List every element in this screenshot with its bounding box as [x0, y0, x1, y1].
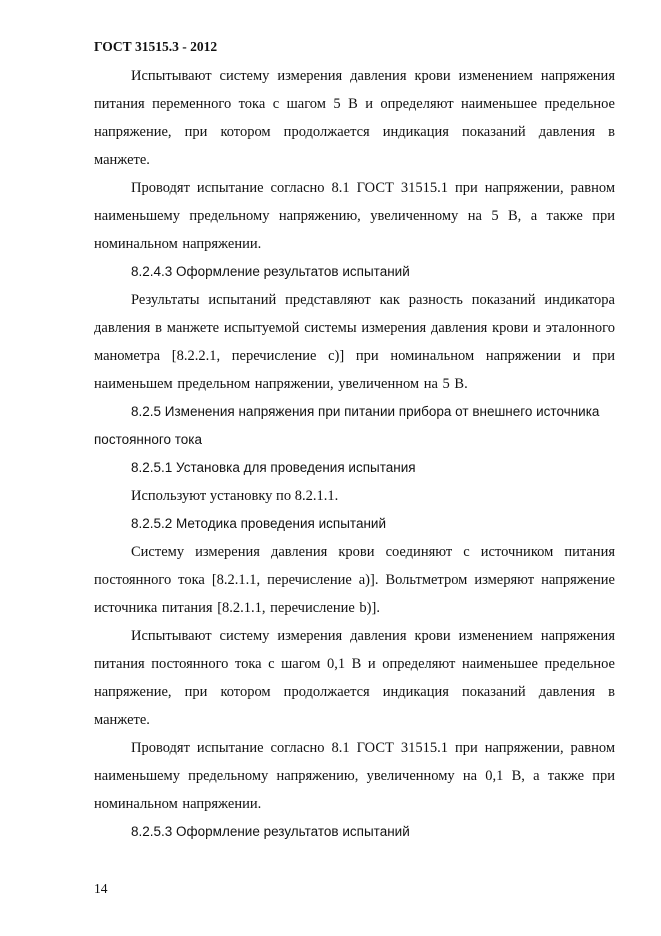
paragraph-ac-voltage-test: Испытывают систему измерения давления крови изменением напряжения питания переменного тока с шагом 5 В и определяют наименьшее предельное напряжение, при котором продолжается индикация показаний давления в манжете. — [94, 68, 615, 168]
section-heading-8-2-5-2: 8.2.5.2 Методика проведения испытаний — [131, 516, 386, 531]
section-heading-8-2-4-3: 8.2.4.3 Оформление результатов испытаний — [131, 264, 410, 279]
paragraph-test-procedure-ac: Проводят испытание согласно 8.1 ГОСТ 31515.1 при напряжении, равном наименьшему предельному напряжению, увеличенному на 5 В, а также при номинальном напряжении. — [94, 180, 615, 252]
document-body — [94, 62, 615, 846]
paragraph-results: Результаты испытаний представляют как разность показаний индикатора давления в манжете испытуемой системы измерения давления крови и эталонного манометра [8.2.2.1, перечисление c)] при номинальном напряжении и при наименьшем предельном напряжении, увеличенном на 5 В. — [94, 292, 615, 392]
paragraph-test-procedure-dc: Проводят испытание согласно 8.1 ГОСТ 31515.1 при напряжении, равном наименьшему предельному напряжению, увеличенному на 0,1 В, а также при номинальном напряжении. — [94, 740, 615, 812]
paragraph-setup: Используют установку по 8.2.1.1. — [131, 488, 339, 504]
section-heading-8-2-5-1: 8.2.5.1 Установка для проведения испытания — [131, 460, 416, 475]
paragraph-dc-voltage-test: Испытывают систему измерения давления крови изменением напряжения питания постоянного тока с шагом 0,1 В и определяют наименьшее предельное напряжение, при котором продолжается индикация показаний давления в манжете. — [94, 628, 615, 728]
section-heading-8-2-5-3: 8.2.5.3 Оформление результатов испытаний — [131, 824, 410, 839]
paragraph-connection: Систему измерения давления крови соединяют с источником питания постоянного тока [8.2.1.1, перечисление a)]. Вольтметром измеряют напряжение источника питания [8.2.1.1, перечисление b)]. — [94, 544, 615, 616]
section-heading-8-2-5: 8.2.5 Изменения напряжения при питании прибора от внешнего источника постоянного тока — [94, 404, 600, 447]
document-header: ГОСТ 31515.3 - 2012 — [94, 39, 218, 54]
page-number: 14 — [94, 881, 108, 896]
